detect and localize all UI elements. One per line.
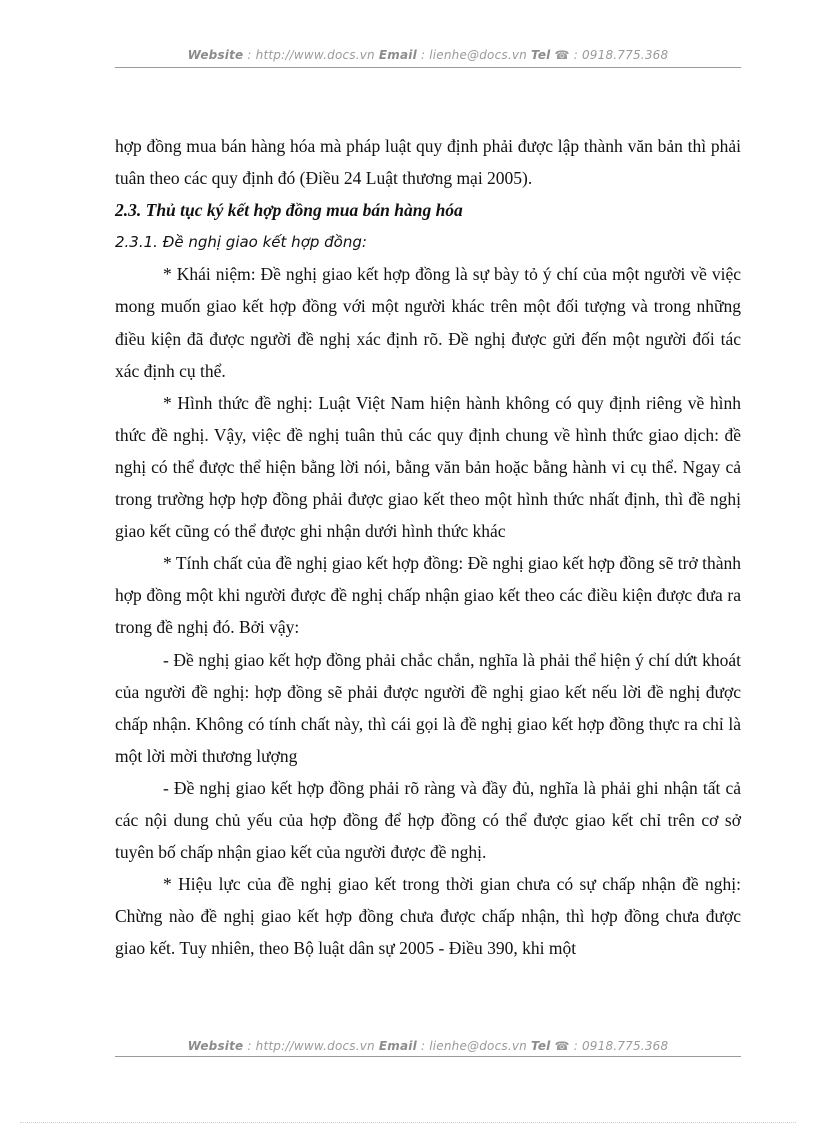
document-body xyxy=(115,130,741,964)
page-header xyxy=(115,48,741,62)
header-email-label: Email xyxy=(378,48,417,62)
header-tel-label: Tel xyxy=(531,48,551,62)
paragraph-continued: hợp đồng mua bán hàng hóa mà pháp luật quy định phải được lập thành văn bản thì phải tuân theo các quy định đó (Điều 24 Luật thương mại 2005). xyxy=(115,136,741,189)
phone-icon: ☎ xyxy=(554,1039,570,1053)
section-heading-2-3: 2.3. Thủ tục ký kết hợp đồng mua bán hàng hóa xyxy=(115,200,463,221)
paragraph-ro-rang: - Đề nghị giao kết hợp đồng phải rõ ràng và đầy đủ, nghĩa là phải ghi nhận tất cả các nội dung chủ yếu của hợp đồng để hợp đồng có thể được giao kết chỉ trên cơ sở tuyên bố chấp nhận giao kết của người được đề nghị. xyxy=(115,777,741,863)
footer-email-label: Email xyxy=(378,1039,417,1053)
paragraph-hinh-thuc: * Hình thức đề nghị: Luật Việt Nam hiện hành không có quy định riêng về hình thức đề nghị. Vậy, việc đề nghị tuân thủ các quy định chung về hình thức giao dịch: đề nghị có thể được thể hiện bằng lời nói, bằng văn bản hoặc bằng hành vi cụ thể. Ngay cả trong trường hợp hợp đồng phải được giao kết theo một hình thức nhất định, thì đề nghị giao kết cũng có thể được ghi nhận dưới hình thức khác xyxy=(115,392,741,542)
footer-website-value: : http://www.docs.vn xyxy=(247,1039,375,1053)
paragraph-tinh-chat: * Tính chất của đề nghị giao kết hợp đồng: Đề nghị giao kết hợp đồng sẽ trở thành hợp đồng một khi người được đề nghị chấp nhận giao kết theo các điều kiện được đưa ra trong đề nghị đó. Bởi vậy: xyxy=(115,553,741,638)
header-website-label: Website xyxy=(187,48,244,62)
header-tel-value: : 0918.775.368 xyxy=(573,48,669,62)
footer-tel-label: Tel xyxy=(531,1039,551,1053)
header-email-value: : lienhe@docs.vn xyxy=(420,48,527,62)
page-footer xyxy=(115,1039,741,1053)
phone-icon: ☎ xyxy=(554,48,570,62)
footer-website-label: Website xyxy=(187,1039,244,1053)
paragraph-hieu-luc: * Hiệu lực của đề nghị giao kết trong thời gian chưa có sự chấp nhận đề nghị: Chừng nào đề nghị giao kết hợp đồng chưa được chấp nhận, thì hợp đồng chưa được giao kết. Tuy nhiên, theo Bộ luật dân sự 2005 - Điều 390, khi một xyxy=(115,874,741,959)
paragraph-chac-chan: - Đề nghị giao kết hợp đồng phải chắc chắn, nghĩa là phải thể hiện ý chí dứt khoát của người đề nghị: hợp đồng sẽ phải được người đề nghị giao kết nếu lời đề nghị được chấp nhận. Không có tính chất này, thì cái gọi là đề nghị giao kết hợp đồng thực ra chỉ là một lời mời thương lượng xyxy=(115,649,741,766)
footer-divider xyxy=(115,1056,741,1057)
footer-tel-value: : 0918.775.368 xyxy=(573,1039,669,1053)
paragraph-khai-niem: * Khái niệm: Đề nghị giao kết hợp đồng là sự bày tỏ ý chí của một người về việc mong muốn giao kết hợp đồng với một người khác trên một đối tượng và trong những điều kiện đã được người đề nghị xác định rõ. Đề nghị được gửi đến một người đối tác xác định cụ thể. xyxy=(115,264,741,381)
footer-email-value: : lienhe@docs.vn xyxy=(420,1039,527,1053)
header-website-value: : http://www.docs.vn xyxy=(247,48,375,62)
header-divider xyxy=(115,67,741,68)
subsection-heading-2-3-1: 2.3.1. Đề nghị giao kết hợp đồng: xyxy=(115,233,367,252)
